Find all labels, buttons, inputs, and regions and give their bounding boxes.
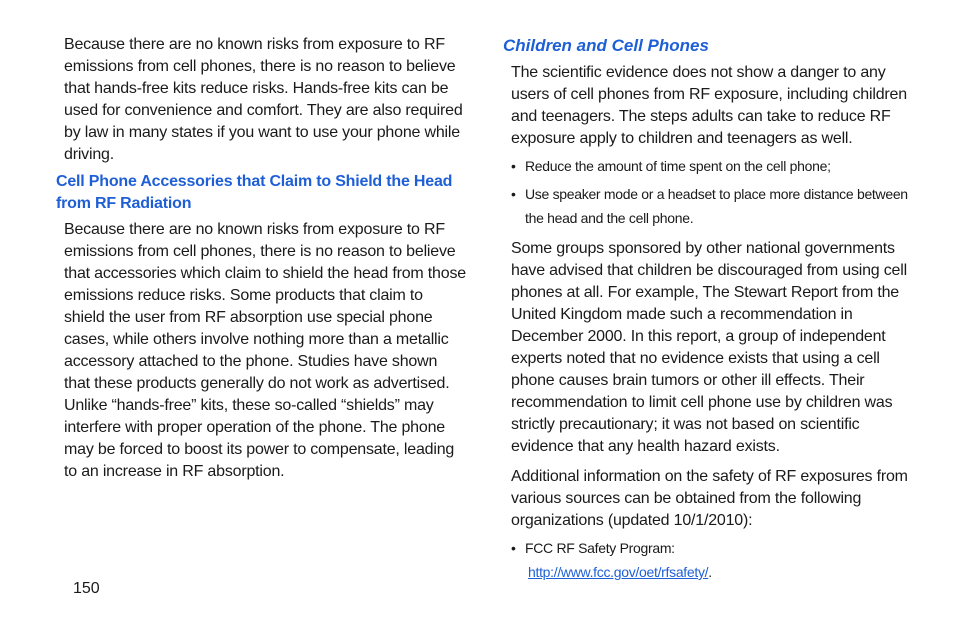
fcc-link[interactable]: http://www.fcc.gov/oet/rfsafety/ — [528, 564, 709, 580]
bullet-icon: • — [511, 158, 516, 174]
section-heading-children: Children and Cell Phones — [503, 36, 709, 55]
bullet-icon: • — [511, 540, 516, 556]
list-item-text: Use speaker mode or a headset to place more distance between the head and the cell phone. — [525, 186, 908, 226]
fcc-url-suffix: . — [708, 564, 713, 580]
page-number: 150 — [73, 580, 100, 597]
section-heading-shield-accessories: Cell Phone Accessories that Claim to Shield the Head from RF Radiation — [56, 173, 453, 212]
left-column — [56, 34, 466, 483]
shield-accessories-paragraph: Because there are no known risks from exposure to RF emissions from cell phones, there is no reason to believe that accessories which claim to shield the head from those emissions reduce risks. Some products that claim to shield the user from RF absorption use special phone cases, while others involve nothing more than a metallic accessory attached to the phone. Studies have shown that these products generally do not work as advertised. Unlike “hands-free” kits, these so-called “shields” may interfere with proper operation of the phone. The phone may be forced to boost its power to compensate, leading to an increase in RF absorption. — [64, 221, 466, 480]
bullet-icon: • — [511, 186, 516, 202]
list-item — [511, 536, 913, 560]
list-item — [511, 182, 913, 230]
tips-list — [503, 154, 913, 230]
list-item — [511, 154, 913, 178]
resources-list — [503, 536, 913, 560]
right-column — [503, 34, 913, 584]
children-paragraph-1: The scientific evidence does not show a danger to any users of cell phones from RF exposure, including children and teenagers. The steps adults can take to reduce RF exposure apply to children and teenagers as well. — [511, 64, 907, 147]
fcc-url-line — [503, 560, 913, 584]
fcc-label: FCC RF Safety Program: — [525, 540, 675, 556]
children-paragraph-2: Some groups sponsored by other national governments have advised that children be discouraged from using cell phones at all. For example, The Stewart Report from the United Kingdom made such a recommendation in December 2000. In this report, a group of independent experts noted that no evidence exists that using a cell phone causes brain tumors or other ill effects. Their recommendation to limit cell phone use by children was strictly precautionary; it was not based on scientific evidence that any health hazard exists. — [511, 240, 907, 455]
intro-paragraph: Because there are no known risks from exposure to RF emissions from cell phones, there is no reason to believe that hands-free kits reduce risks. Hands-free kits can be used for convenience and comfort. They are also required by law in many states if you want to use your phone while driving. — [64, 36, 463, 163]
list-item-text: Reduce the amount of time spent on the cell phone; — [525, 158, 831, 174]
children-paragraph-3: Additional information on the safety of RF exposures from various sources can be obtained from the following organizations (updated 10/1/2010): — [511, 468, 908, 529]
